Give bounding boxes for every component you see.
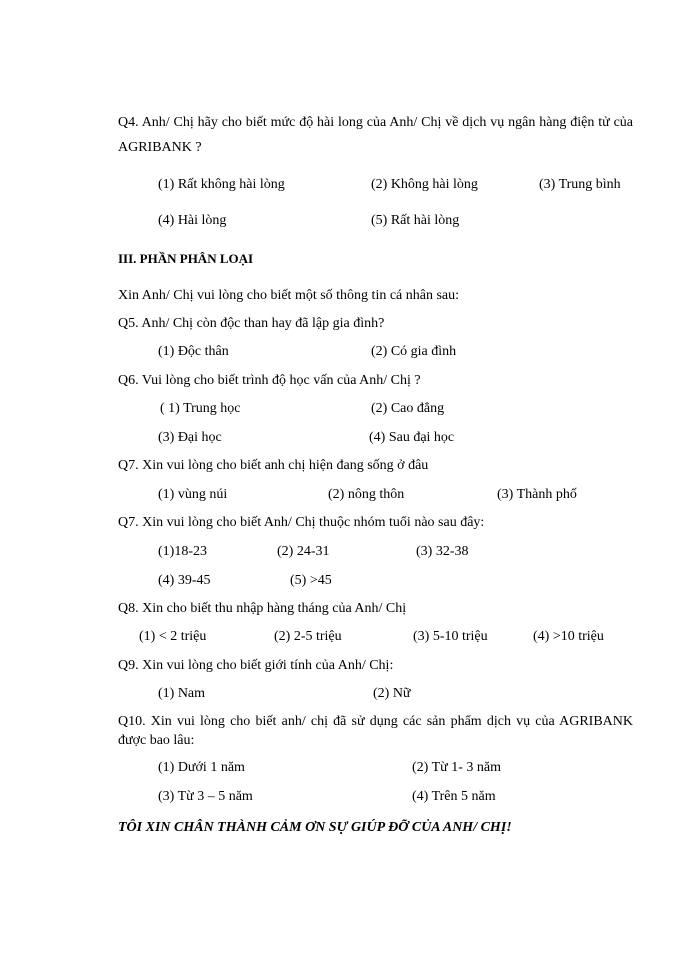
section-heading: III. PHẦN PHÂN LOẠI: [118, 251, 254, 266]
q4-question: Q4. Anh/ Chị hãy cho biết mức độ hài long của Anh/ Chị về dịch vụ ngân hàng điện tử của AGRIBANK ?: [118, 115, 633, 155]
q4-option-5: (5) Rất hài lòng: [371, 213, 460, 228]
q10-option-4: (4) Trên 5 năm: [412, 789, 496, 804]
q7-residence-question: Q7. Xin vui lòng cho biết anh chị hiện đang sống ở đâu: [118, 458, 429, 473]
q6-option-3: (3) Đại học: [158, 430, 222, 445]
q8-option-4: (4) >10 triệu: [533, 629, 604, 644]
q10-option-1: (1) Dưới 1 năm: [158, 760, 245, 775]
q7-residence-option-3: (3) Thành phố: [497, 487, 577, 502]
q9-question: Q9. Xin vui lòng cho biết giới tính của Anh/ Chị:: [118, 658, 394, 673]
q9-option-2: (2) Nữ: [373, 686, 411, 701]
q7-age-question: Q7. Xin vui lòng cho biết Anh/ Chị thuộc nhóm tuổi nào sau đây:: [118, 515, 485, 530]
q9-option-1: (1) Nam: [158, 686, 206, 701]
q5-option-2: (2) Có gia đình: [371, 344, 457, 359]
q7-age-option-3: (3) 32-38: [416, 544, 469, 559]
q5-question: Q5. Anh/ Chị còn độc than hay đã lập gia đình?: [118, 316, 385, 331]
q8-option-1: (1) < 2 triệu: [139, 629, 207, 644]
q7-residence-option-1: (1) vùng núi: [158, 487, 228, 502]
q10-option-3: (3) Từ 3 – 5 năm: [158, 789, 253, 804]
q6-option-4: (4) Sau đại học: [369, 430, 455, 445]
q4-option-2: (2) Không hài lòng: [371, 177, 478, 192]
q10-question: Q10. Xin vui lòng cho biết anh/ chị đã sử dụng các sản phẩm dịch vụ của AGRIBANK được bao lâu:: [118, 714, 633, 748]
q6-question: Q6. Vui lòng cho biết trình độ học vấn của Anh/ Chị ?: [118, 373, 421, 388]
q8-option-3: (3) 5-10 triệu: [413, 629, 488, 644]
q5-option-1: (1) Độc thân: [158, 344, 229, 359]
q7-age-option-4: (4) 39-45: [158, 573, 211, 588]
q4-option-1: (1) Rất không hài lòng: [158, 177, 285, 192]
q7-age-option-5: (5) >45: [290, 573, 332, 588]
q10-option-2: (2) Từ 1- 3 năm: [412, 760, 501, 775]
q7-age-option-1: (1)18-23: [158, 544, 207, 559]
q6-option-2: (2) Cao đẳng: [371, 401, 445, 416]
q7-age-option-2: (2) 24-31: [277, 544, 330, 559]
intro-text: Xin Anh/ Chị vui lòng cho biết một số thông tin cá nhân sau:: [118, 288, 460, 303]
q4-option-4: (4) Hài lòng: [158, 213, 227, 228]
q7-residence-option-2: (2) nông thôn: [328, 487, 405, 502]
q8-question: Q8. Xin cho biết thu nhập hàng tháng của Anh/ Chị: [118, 601, 407, 616]
q8-option-2: (2) 2-5 triệu: [274, 629, 342, 644]
q4-option-3: (3) Trung bình: [539, 177, 621, 192]
closing-thanks: TÔI XIN CHÂN THÀNH CẢM ƠN SỰ GIÚP ĐỠ CỦA ANH/ CHỊ!: [118, 820, 512, 835]
q6-option-1: ( 1) Trung học: [160, 401, 241, 416]
